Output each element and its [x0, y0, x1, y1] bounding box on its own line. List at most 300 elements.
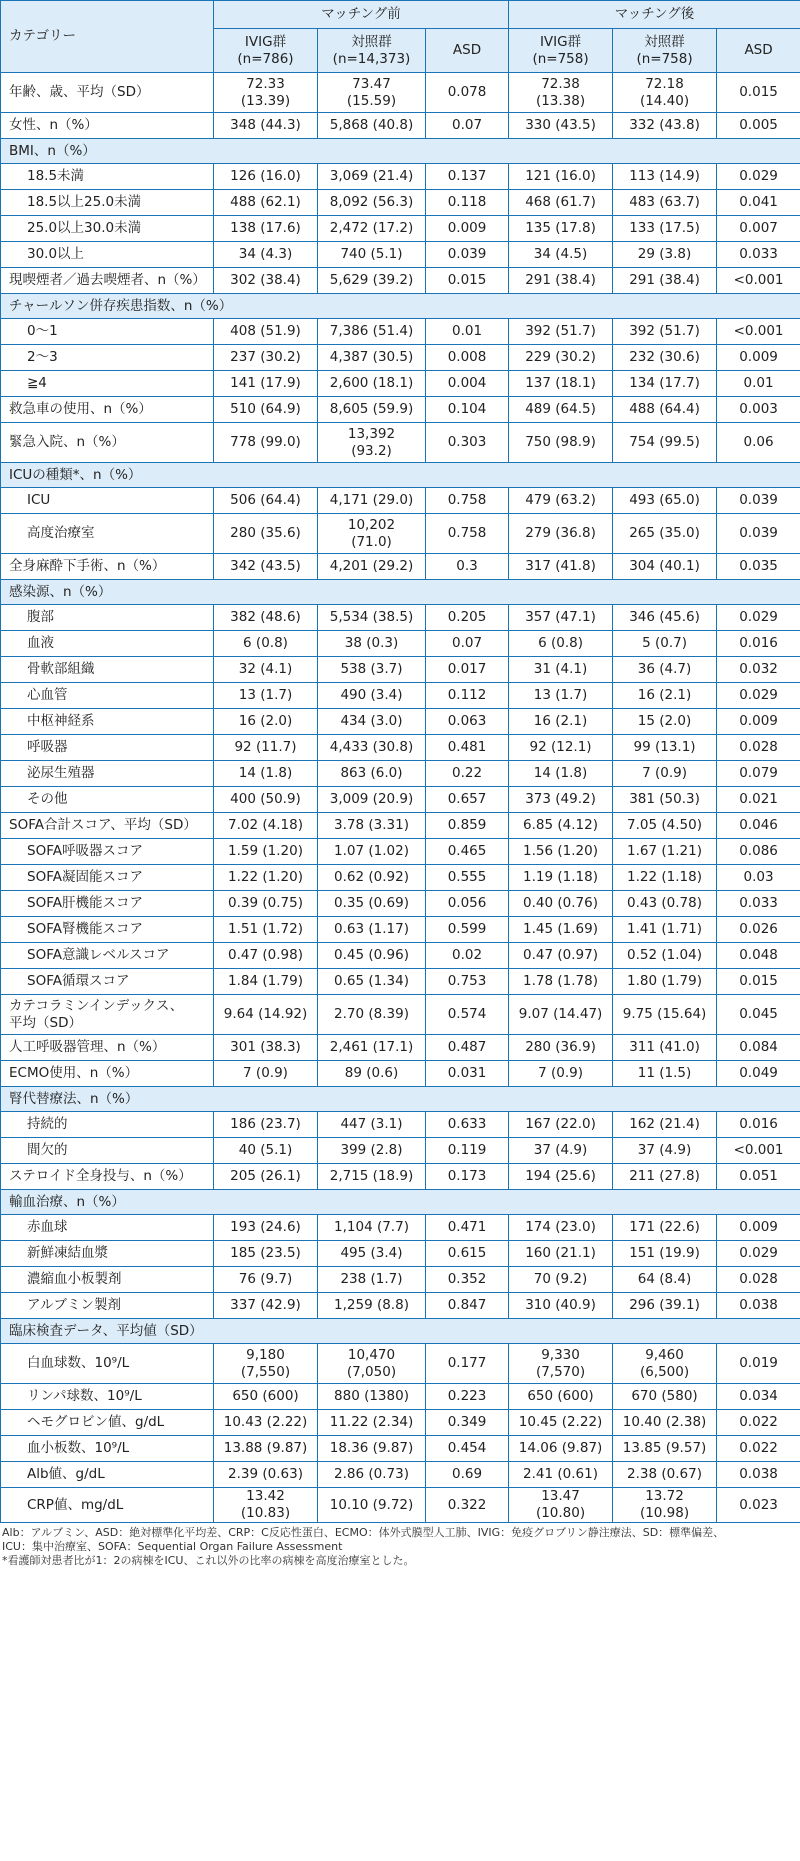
table-cell: 194 (25.6) — [509, 1164, 613, 1190]
table-cell: 0.009 — [717, 709, 800, 735]
table-cell: 18.36 (9.87) — [318, 1436, 426, 1462]
table-cell: 0.019 — [717, 1344, 800, 1384]
table-cell: 126 (16.0) — [214, 164, 318, 190]
table-cell: 0.01 — [426, 319, 509, 345]
table-cell: 76 (9.7) — [214, 1267, 318, 1293]
table-cell: 121 (16.0) — [509, 164, 613, 190]
table-row — [1, 1112, 800, 1138]
table-cell: 16 (2.1) — [613, 683, 717, 709]
table-cell: 0.028 — [717, 735, 800, 761]
table-cell: 6 (0.8) — [214, 631, 318, 657]
table-cell: 0.016 — [717, 631, 800, 657]
table-cell: 488 (62.1) — [214, 190, 318, 216]
table-cell: 348 (44.3) — [214, 113, 318, 139]
table-cell: 113 (14.9) — [613, 164, 717, 190]
table-row — [1, 514, 800, 554]
table-cell: 0.004 — [426, 371, 509, 397]
table-cell: 0.01 — [717, 371, 800, 397]
table-cell: 0.032 — [717, 657, 800, 683]
section-header-row — [1, 294, 800, 319]
table-row — [1, 1267, 800, 1293]
table-cell: 15 (2.0) — [613, 709, 717, 735]
section-title: 輸血治療、n（%） — [1, 1190, 800, 1215]
table-cell: 489 (64.5) — [509, 397, 613, 423]
row-label: SOFA凝固能スコア — [1, 865, 214, 891]
table-cell: 4,433 (30.8) — [318, 735, 426, 761]
table-cell: 11 (1.5) — [613, 1061, 717, 1087]
row-label: カテコラミンインデックス、 平均（SD） — [1, 995, 214, 1035]
table-cell: 3,009 (20.9) — [318, 787, 426, 813]
table-cell: 1.56 (1.20) — [509, 839, 613, 865]
table-row — [1, 761, 800, 787]
table-row — [1, 423, 800, 463]
table-cell: 1.22 (1.20) — [214, 865, 318, 891]
column-sample-size: (n=14,373) — [332, 50, 411, 67]
table-cell: 3.78 (3.31) — [318, 813, 426, 839]
row-label: 心血管 — [1, 683, 214, 709]
table-cell: 296 (39.1) — [613, 1293, 717, 1319]
table-row — [1, 917, 800, 943]
table-cell: 232 (30.6) — [613, 345, 717, 371]
table-cell: 7.05 (4.50) — [613, 813, 717, 839]
table-cell: 7 (0.9) — [613, 761, 717, 787]
table-cell: 0.47 (0.98) — [214, 943, 318, 969]
section-title: チャールソン併存疾患指数、n（%） — [1, 294, 800, 319]
table-cell: 0.015 — [426, 268, 509, 294]
table-cell: 0.031 — [426, 1061, 509, 1087]
table-cell: 0.481 — [426, 735, 509, 761]
table-row — [1, 190, 800, 216]
table-cell: 0.021 — [717, 787, 800, 813]
table-cell: 5 (0.7) — [613, 631, 717, 657]
table-cell: 2.39 (0.63) — [214, 1462, 318, 1488]
table-cell: 337 (42.9) — [214, 1293, 318, 1319]
table-cell: 174 (23.0) — [509, 1215, 613, 1241]
table-cell: 151 (19.9) — [613, 1241, 717, 1267]
table-cell: 447 (3.1) — [318, 1112, 426, 1138]
table-cell: 0.029 — [717, 1241, 800, 1267]
table-cell: 392 (51.7) — [509, 319, 613, 345]
table-cell: 229 (30.2) — [509, 345, 613, 371]
table-cell: 0.06 — [717, 423, 800, 463]
table-row — [1, 839, 800, 865]
table-cell: 10,470 (7,050) — [318, 1344, 426, 1384]
table-cell: 1.67 (1.21) — [613, 839, 717, 865]
table-cell: 2.41 (0.61) — [509, 1462, 613, 1488]
table-cell: 0.62 (0.92) — [318, 865, 426, 891]
table-cell: 1.19 (1.18) — [509, 865, 613, 891]
table-cell: 670 (580) — [613, 1384, 717, 1410]
table-cell: 13,392 (93.2) — [318, 423, 426, 463]
table-cell: 13.88 (9.87) — [214, 1436, 318, 1462]
table-cell: 0.034 — [717, 1384, 800, 1410]
table-cell: 1.41 (1.71) — [613, 917, 717, 943]
row-label: 赤血球 — [1, 1215, 214, 1241]
table-cell: 193 (24.6) — [214, 1215, 318, 1241]
table-cell: 310 (40.9) — [509, 1293, 613, 1319]
table-cell: 1,104 (7.7) — [318, 1215, 426, 1241]
table-cell: 0.033 — [717, 891, 800, 917]
table-cell: 2,461 (17.1) — [318, 1035, 426, 1061]
table-cell: 754 (99.5) — [613, 423, 717, 463]
table-cell: 0.07 — [426, 631, 509, 657]
table-cell: 7.02 (4.18) — [214, 813, 318, 839]
table-cell: 0.033 — [717, 242, 800, 268]
table-cell: 0.352 — [426, 1267, 509, 1293]
column-group-label: IVIG群 — [244, 33, 287, 50]
table-cell: 38 (0.3) — [318, 631, 426, 657]
before-matching-header: マッチング前 — [214, 1, 509, 29]
row-label: 0～1 — [1, 319, 214, 345]
column-header-after-control — [613, 29, 717, 73]
row-label: 持続的 — [1, 1112, 214, 1138]
table-cell: 34 (4.3) — [214, 242, 318, 268]
table-cell: 506 (64.4) — [214, 488, 318, 514]
table-cell: 479 (63.2) — [509, 488, 613, 514]
table-cell: 10.45 (2.22) — [509, 1410, 613, 1436]
table-cell: 9,180 (7,550) — [214, 1344, 318, 1384]
table-cell: 0.086 — [717, 839, 800, 865]
table-cell: 488 (64.4) — [613, 397, 717, 423]
table-row — [1, 1164, 800, 1190]
table-cell: 0.078 — [426, 73, 509, 113]
footnote-line: ICU：集中治療室、SOFA：Sequential Organ Failure Assessment — [2, 1540, 343, 1553]
table-cell: 0.615 — [426, 1241, 509, 1267]
table-cell: <0.001 — [717, 268, 800, 294]
table-cell: 778 (99.0) — [214, 423, 318, 463]
table-row — [1, 813, 800, 839]
table-cell: 0.016 — [717, 1112, 800, 1138]
table-cell: 0.079 — [717, 761, 800, 787]
table-cell: 73.47 (15.59) — [318, 73, 426, 113]
table-cell: 0.112 — [426, 683, 509, 709]
table-row — [1, 631, 800, 657]
row-label: ICU — [1, 488, 214, 514]
column-sample-size: (n=786) — [237, 50, 294, 67]
table-cell: 14 (1.8) — [214, 761, 318, 787]
table-cell: 0.003 — [717, 397, 800, 423]
row-label: SOFA腎機能スコア — [1, 917, 214, 943]
column-header-after-ivig — [509, 29, 613, 73]
table-cell: 0.758 — [426, 514, 509, 554]
section-header-row — [1, 139, 800, 164]
section-header-row — [1, 1087, 800, 1112]
row-label: SOFA合計スコア、平均（SD） — [1, 813, 214, 839]
section-header-row — [1, 1319, 800, 1344]
table-cell: 167 (22.0) — [509, 1112, 613, 1138]
row-label: 高度治療室 — [1, 514, 214, 554]
table-cell: 0.69 — [426, 1462, 509, 1488]
table-cell: 382 (48.6) — [214, 605, 318, 631]
table-cell: 14.06 (9.87) — [509, 1436, 613, 1462]
table-cell: 72.38 (13.38) — [509, 73, 613, 113]
row-label: 泌尿生殖器 — [1, 761, 214, 787]
table-cell: 0.07 — [426, 113, 509, 139]
table-cell: 37 (4.9) — [509, 1138, 613, 1164]
row-label: SOFA肝機能スコア — [1, 891, 214, 917]
table-cell: 0.029 — [717, 683, 800, 709]
table-cell: 0.753 — [426, 969, 509, 995]
column-header-after-asd — [717, 29, 800, 73]
row-label: 現喫煙者／過去喫煙者、n（%） — [1, 268, 214, 294]
table-cell: 1.51 (1.72) — [214, 917, 318, 943]
table-cell: 392 (51.7) — [613, 319, 717, 345]
row-label: 18.5未満 — [1, 164, 214, 190]
table-cell: 0.03 — [717, 865, 800, 891]
table-cell: 29 (3.8) — [613, 242, 717, 268]
section-header-row — [1, 463, 800, 488]
column-header-before-control — [318, 29, 426, 73]
row-label: 白血球数、10⁹/L — [1, 1344, 214, 1384]
table-cell: 0.015 — [717, 969, 800, 995]
table-cell: 92 (11.7) — [214, 735, 318, 761]
table-cell: 880 (1380) — [318, 1384, 426, 1410]
table-cell: 302 (38.4) — [214, 268, 318, 294]
table-cell: 10,202 (71.0) — [318, 514, 426, 554]
table-cell: <0.001 — [717, 319, 800, 345]
table-cell: 740 (5.1) — [318, 242, 426, 268]
table-cell: 0.847 — [426, 1293, 509, 1319]
table-cell: 5,629 (39.2) — [318, 268, 426, 294]
table-cell: 8,605 (59.9) — [318, 397, 426, 423]
table-cell: 5,868 (40.8) — [318, 113, 426, 139]
table-cell: 0.048 — [717, 943, 800, 969]
table-cell: 11.22 (2.34) — [318, 1410, 426, 1436]
footnote-line: Alb：アルブミン、ASD：絶対標準化平均差、CRP：C反応性蛋白、ECMO：体外式膜型人工肺、IVIG：免疫グロブリン静注療法、SD：標準偏差、 — [2, 1526, 725, 1539]
table-cell: 4,201 (29.2) — [318, 554, 426, 580]
table-cell: 0.022 — [717, 1410, 800, 1436]
table-cell: 0.039 — [717, 514, 800, 554]
table-cell: 0.859 — [426, 813, 509, 839]
row-label: 年齢、歳、平均（SD） — [1, 73, 214, 113]
table-row — [1, 268, 800, 294]
table-cell: 0.028 — [717, 1267, 800, 1293]
table-cell: 237 (30.2) — [214, 345, 318, 371]
table-cell: 0.015 — [717, 73, 800, 113]
table-cell: 6.85 (4.12) — [509, 813, 613, 839]
table-cell: 381 (50.3) — [613, 787, 717, 813]
after-matching-header: マッチング後 — [509, 1, 800, 29]
table-cell: 2.86 (0.73) — [318, 1462, 426, 1488]
table-row — [1, 488, 800, 514]
table-cell: 4,171 (29.0) — [318, 488, 426, 514]
table-cell: 490 (3.4) — [318, 683, 426, 709]
table-cell: 137 (18.1) — [509, 371, 613, 397]
table-cell: 0.041 — [717, 190, 800, 216]
table-cell: 0.487 — [426, 1035, 509, 1061]
table-cell: 14 (1.8) — [509, 761, 613, 787]
table-cell: 37 (4.9) — [613, 1138, 717, 1164]
table-cell: 1.59 (1.20) — [214, 839, 318, 865]
table-cell: 0.119 — [426, 1138, 509, 1164]
table-row — [1, 1061, 800, 1087]
table-row — [1, 1410, 800, 1436]
table-row — [1, 1488, 800, 1523]
table-cell: 0.051 — [717, 1164, 800, 1190]
table-cell: 133 (17.5) — [613, 216, 717, 242]
table-cell: 3,069 (21.4) — [318, 164, 426, 190]
row-label: 間欠的 — [1, 1138, 214, 1164]
table-cell: 138 (17.6) — [214, 216, 318, 242]
table-cell: 0.599 — [426, 917, 509, 943]
table-cell: 0.39 (0.75) — [214, 891, 318, 917]
table-cell: 0.65 (1.34) — [318, 969, 426, 995]
table-row — [1, 657, 800, 683]
table-cell: 0.574 — [426, 995, 509, 1035]
table-cell: 0.038 — [717, 1293, 800, 1319]
table-row — [1, 216, 800, 242]
table-cell: 483 (63.7) — [613, 190, 717, 216]
table-cell: 0.758 — [426, 488, 509, 514]
section-title: BMI、n（%） — [1, 139, 800, 164]
table-cell: 2,472 (17.2) — [318, 216, 426, 242]
table-cell: 279 (36.8) — [509, 514, 613, 554]
table-cell: 2.70 (8.39) — [318, 995, 426, 1035]
table-cell: 399 (2.8) — [318, 1138, 426, 1164]
table-cell: 0.22 — [426, 761, 509, 787]
table-row — [1, 969, 800, 995]
table-row — [1, 1293, 800, 1319]
table-cell: 72.33 (13.39) — [214, 73, 318, 113]
table-cell: 493 (65.0) — [613, 488, 717, 514]
table-cell: 32 (4.1) — [214, 657, 318, 683]
table-cell: 2,600 (18.1) — [318, 371, 426, 397]
table-cell: 0.205 — [426, 605, 509, 631]
table-cell: 317 (41.8) — [509, 554, 613, 580]
table-cell: 0.022 — [717, 1436, 800, 1462]
row-label: 救急車の使用、n（%） — [1, 397, 214, 423]
row-label: 人工呼吸器管理、n（%） — [1, 1035, 214, 1061]
row-label: 30.0以上 — [1, 242, 214, 268]
section-title: 腎代替療法、n（%） — [1, 1087, 800, 1112]
column-group-label: 対照群 — [644, 33, 685, 50]
row-label: リンパ球数、10⁹/L — [1, 1384, 214, 1410]
row-label: 全身麻酔下手術、n（%） — [1, 554, 214, 580]
row-label: SOFA循環スコア — [1, 969, 214, 995]
table-row — [1, 709, 800, 735]
table-cell: 134 (17.7) — [613, 371, 717, 397]
row-label: 25.0以上30.0未満 — [1, 216, 214, 242]
table-cell: 0.009 — [717, 1215, 800, 1241]
row-label: 呼吸器 — [1, 735, 214, 761]
table-cell: 0.046 — [717, 813, 800, 839]
table-cell: 9.75 (15.64) — [613, 995, 717, 1035]
table-row — [1, 164, 800, 190]
table-cell: 0.173 — [426, 1164, 509, 1190]
column-sample-size: (n=758) — [532, 50, 589, 67]
row-label: 新鮮凍結血漿 — [1, 1241, 214, 1267]
table-cell: 238 (1.7) — [318, 1267, 426, 1293]
table-cell: 70 (9.2) — [509, 1267, 613, 1293]
table-row — [1, 1462, 800, 1488]
table-cell: 510 (64.9) — [214, 397, 318, 423]
table-cell: 211 (27.8) — [613, 1164, 717, 1190]
table-cell: 332 (43.8) — [613, 113, 717, 139]
table-cell: 10.40 (2.38) — [613, 1410, 717, 1436]
table-cell: 89 (0.6) — [318, 1061, 426, 1087]
table-cell: 0.555 — [426, 865, 509, 891]
table-cell: 1,259 (8.8) — [318, 1293, 426, 1319]
table-cell: 0.63 (1.17) — [318, 917, 426, 943]
table-cell: 373 (49.2) — [509, 787, 613, 813]
table-cell: 342 (43.5) — [214, 554, 318, 580]
table-cell: 135 (17.8) — [509, 216, 613, 242]
table-cell: 311 (41.0) — [613, 1035, 717, 1061]
table-cell: 0.029 — [717, 605, 800, 631]
row-label: ≧4 — [1, 371, 214, 397]
table-cell: 0.177 — [426, 1344, 509, 1384]
table-cell: 0.039 — [426, 242, 509, 268]
table-cell: 10.43 (2.22) — [214, 1410, 318, 1436]
table-cell: 265 (35.0) — [613, 514, 717, 554]
table-cell: 291 (38.4) — [613, 268, 717, 294]
table-cell: 0.43 (0.78) — [613, 891, 717, 917]
table-cell: 408 (51.9) — [214, 319, 318, 345]
table-cell: 538 (3.7) — [318, 657, 426, 683]
column-group-label: IVIG群 — [539, 33, 582, 50]
table-row — [1, 735, 800, 761]
row-label: CRP値、mg/dL — [1, 1488, 214, 1523]
section-title: ICUの種類*、n（%） — [1, 463, 800, 488]
table-cell: 64 (8.4) — [613, 1267, 717, 1293]
table-cell: 0.40 (0.76) — [509, 891, 613, 917]
table-cell: 863 (6.0) — [318, 761, 426, 787]
table-cell: 0.056 — [426, 891, 509, 917]
table-cell: 36 (4.7) — [613, 657, 717, 683]
table-cell: 0.023 — [717, 1488, 800, 1523]
table-cell: 0.029 — [717, 164, 800, 190]
table-cell: 301 (38.3) — [214, 1035, 318, 1061]
table-cell: 0.45 (0.96) — [318, 943, 426, 969]
table-cell: 4,387 (30.5) — [318, 345, 426, 371]
column-header-before-asd — [426, 29, 509, 73]
table-cell: 0.017 — [426, 657, 509, 683]
table-cell: 0.35 (0.69) — [318, 891, 426, 917]
table-row — [1, 1138, 800, 1164]
row-label: 18.5以上25.0未満 — [1, 190, 214, 216]
table-cell: 13.85 (9.57) — [613, 1436, 717, 1462]
table-cell: 7 (0.9) — [509, 1061, 613, 1087]
row-label: 濃縮血小板製剤 — [1, 1267, 214, 1293]
table-row — [1, 1241, 800, 1267]
table-cell: 13 (1.7) — [509, 683, 613, 709]
table-cell: 9.07 (14.47) — [509, 995, 613, 1035]
table-footnotes — [0, 1523, 800, 1568]
table-cell: 13 (1.7) — [214, 683, 318, 709]
table-cell: 6 (0.8) — [509, 631, 613, 657]
row-label: 血液 — [1, 631, 214, 657]
table-row — [1, 397, 800, 423]
table-cell: 9.64 (14.92) — [214, 995, 318, 1035]
table-cell: 434 (3.0) — [318, 709, 426, 735]
table-cell: 346 (45.6) — [613, 605, 717, 631]
table-cell: 0.223 — [426, 1384, 509, 1410]
table-cell: 650 (600) — [214, 1384, 318, 1410]
row-label: ヘモグロビン値、g/dL — [1, 1410, 214, 1436]
table-cell: 99 (13.1) — [613, 735, 717, 761]
column-sample-size: (n=758) — [636, 50, 693, 67]
table-cell: 185 (23.5) — [214, 1241, 318, 1267]
table-cell: 72.18 (14.40) — [613, 73, 717, 113]
table-cell: 291 (38.4) — [509, 268, 613, 294]
table-cell: 357 (47.1) — [509, 605, 613, 631]
table-cell: 0.465 — [426, 839, 509, 865]
row-label: 血小板数、10⁹/L — [1, 1436, 214, 1462]
row-label: 女性、n（%） — [1, 113, 214, 139]
table-cell: 0.454 — [426, 1436, 509, 1462]
table-cell: 1.78 (1.78) — [509, 969, 613, 995]
table-row — [1, 345, 800, 371]
